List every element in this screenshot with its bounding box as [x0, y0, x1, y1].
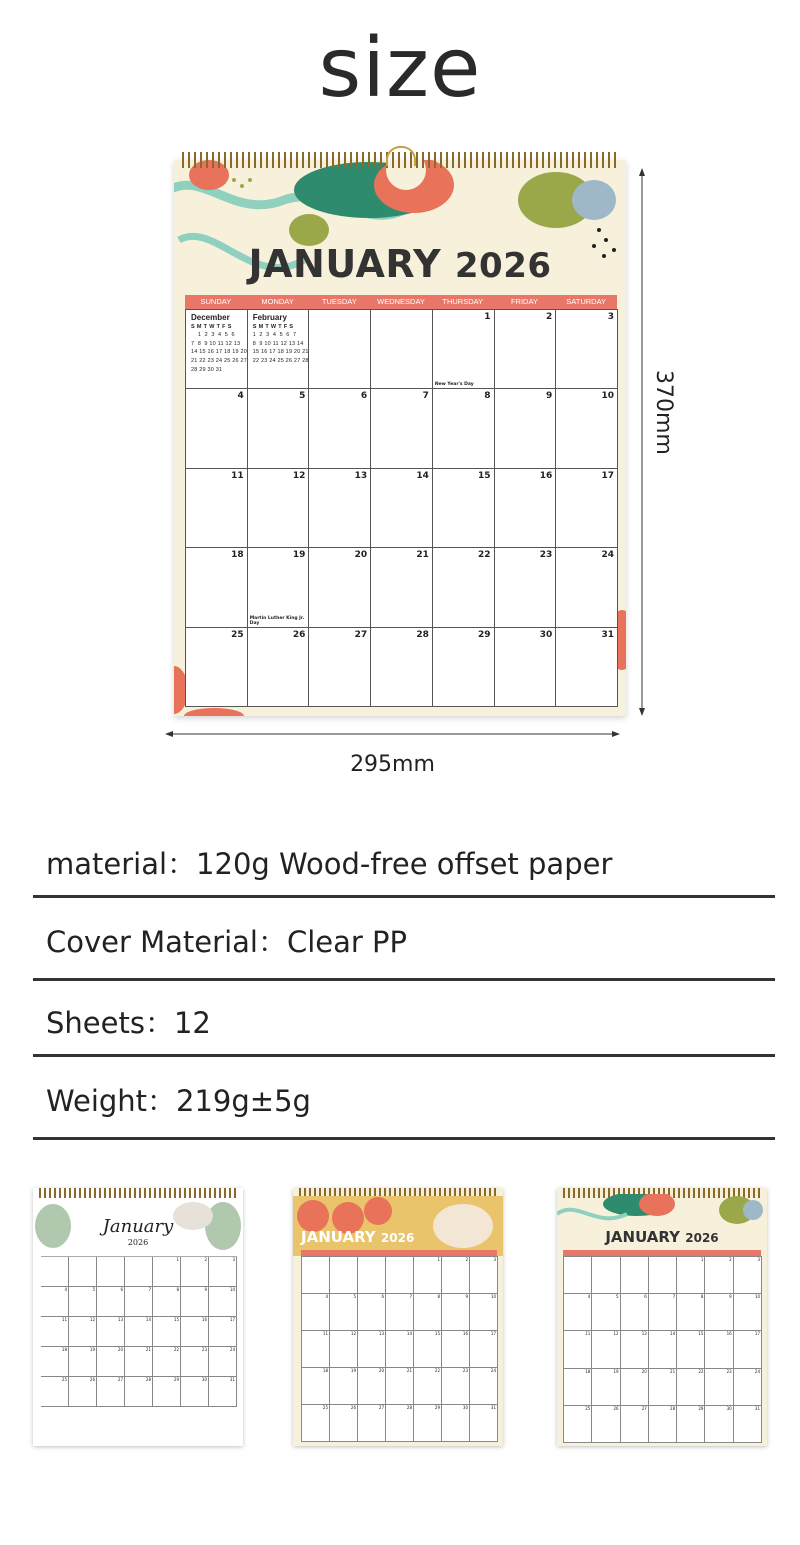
thumb-day-cell: 16 — [442, 1331, 470, 1368]
thumb-day-cell: 22 — [153, 1347, 181, 1377]
day-cell — [309, 389, 371, 468]
thumb-day-cell: 17 — [209, 1317, 237, 1347]
day-number: 26 — [292, 629, 306, 640]
size-heading: size — [318, 21, 482, 116]
thumb-day-cell: 9 — [181, 1287, 209, 1317]
thumb-day-cell: 14 — [386, 1331, 414, 1368]
spec-material: material：120g Wood-free offset paper — [46, 847, 613, 881]
day-cell — [495, 469, 557, 548]
spec-row — [33, 1057, 775, 1140]
thumb-day-cell: 21 — [386, 1368, 414, 1405]
day-cell — [495, 310, 557, 389]
day-cell — [309, 548, 371, 627]
thumb-day-cell: 12 — [592, 1331, 620, 1368]
day-number: 15 — [478, 470, 491, 481]
thumb-day-cell: 8 — [414, 1294, 442, 1331]
thumb-day-cell — [69, 1257, 97, 1287]
day-cell — [556, 310, 618, 389]
weekday-label: MONDAY — [261, 297, 294, 306]
fruit-decoration — [293, 1196, 503, 1256]
weekday-label: FRIDAY — [510, 297, 538, 306]
day-cell — [248, 310, 310, 389]
thumb-grid — [301, 1256, 498, 1442]
weekday-label: SUNDAY — [200, 297, 232, 306]
day-cell — [556, 389, 618, 468]
day-cell — [371, 310, 433, 389]
day-cell — [495, 548, 557, 627]
thumb-day-cell: 21 — [649, 1369, 677, 1406]
day-cell — [248, 469, 310, 548]
thumb-day-cell: 18 — [302, 1368, 330, 1405]
thumb-day-cell: 11 — [564, 1331, 592, 1368]
thumb-day-cell: 13 — [97, 1317, 125, 1347]
height-arrow — [632, 168, 652, 716]
thumb-day-cell: 23 — [705, 1369, 733, 1406]
mini-calendar-title: February — [252, 313, 287, 322]
thumb-day-cell: 1 — [153, 1257, 181, 1287]
thumb-day-cell — [386, 1257, 414, 1294]
day-number: 4 — [237, 391, 244, 402]
thumb-day-cell: 7 — [125, 1287, 153, 1317]
thumb-day-cell: 11 — [41, 1317, 69, 1347]
mini-calendar-row: 1 2 3 4 5 6 — [191, 332, 235, 339]
thumb-day-cell — [125, 1257, 153, 1287]
day-number: 14 — [416, 470, 429, 481]
mini-calendar-weekdays: SMTWTFS — [252, 323, 296, 330]
thumb-day-cell: 7 — [649, 1294, 677, 1331]
day-cell — [556, 628, 618, 707]
day-number: 21 — [416, 550, 429, 561]
thumb-title: JANUARY 2026 — [605, 1228, 719, 1246]
thumb-day-cell: 10 — [470, 1294, 498, 1331]
day-cell — [248, 389, 310, 468]
thumb-day-cell: 2 — [181, 1257, 209, 1287]
mini-calendar-row: 7 8 9 10 11 12 13 — [191, 340, 241, 347]
mini-calendar-row: 1 2 3 4 5 6 7 — [252, 332, 297, 339]
thumb-day-cell: 24 — [734, 1369, 762, 1406]
thumb-day-cell: 22 — [414, 1368, 442, 1405]
width-label: 295mm — [350, 752, 435, 777]
thumb-day-cell: 8 — [153, 1287, 181, 1317]
thumb-day-cell: 30 — [705, 1406, 733, 1443]
day-cell — [556, 469, 618, 548]
day-cell — [433, 469, 495, 548]
thumb-day-cell: 3 — [734, 1257, 762, 1294]
weekday-label: TUESDAY — [321, 297, 357, 306]
thumb-day-cell — [564, 1257, 592, 1294]
thumb-day-cell: 14 — [649, 1331, 677, 1368]
thumb-day-cell: 2 — [442, 1257, 470, 1294]
day-cell — [309, 310, 371, 389]
day-number: 8 — [484, 391, 491, 402]
day-number: 29 — [478, 629, 491, 640]
thumb-day-cell: 26 — [330, 1405, 358, 1442]
thumb-day-cell: 28 — [386, 1405, 414, 1442]
weekday-label: SATURDAY — [566, 297, 607, 306]
day-number: 31 — [601, 629, 614, 640]
day-cell — [371, 548, 433, 627]
day-number: 28 — [416, 629, 429, 640]
hanger-hook — [386, 146, 416, 166]
thumb-title: JANUARY 2026 — [301, 1228, 415, 1246]
weekday-label: WEDNESDAY — [377, 297, 425, 306]
day-cell — [309, 469, 371, 548]
thumb-day-cell: 27 — [97, 1377, 125, 1407]
day-number: 13 — [354, 470, 368, 481]
calendar-title — [174, 242, 626, 286]
thumb-grid — [41, 1256, 237, 1407]
thumb-day-cell: 12 — [330, 1331, 358, 1368]
spec-row — [33, 898, 775, 981]
day-cell — [433, 310, 495, 389]
day-number: 3 — [607, 312, 614, 322]
day-cell — [309, 628, 371, 707]
thumb-day-cell — [302, 1257, 330, 1294]
thumb-day-cell — [330, 1257, 358, 1294]
day-number: 9 — [546, 391, 553, 402]
thumb-day-cell: 19 — [330, 1368, 358, 1405]
thumb-day-cell: 6 — [621, 1294, 649, 1331]
thumb-day-cell: 16 — [705, 1331, 733, 1368]
thumb-day-cell: 24 — [209, 1347, 237, 1377]
year-label: 2026 — [454, 246, 552, 286]
mini-calendar-row: 8 9 10 11 12 13 14 — [252, 340, 304, 347]
thumb-day-cell: 17 — [470, 1331, 498, 1368]
thumb-day-cell: 30 — [181, 1377, 209, 1407]
day-cell — [248, 548, 310, 627]
thumb-day-cell: 18 — [564, 1369, 592, 1406]
calendar-grid — [185, 309, 618, 707]
calendar-page — [174, 160, 626, 716]
thumb-day-cell: 3 — [470, 1257, 498, 1294]
thumb-day-cell: 26 — [592, 1406, 620, 1443]
holiday-label: New Year's Day — [434, 382, 474, 388]
thumb-day-cell: 28 — [649, 1406, 677, 1443]
day-number: 10 — [601, 391, 614, 402]
holiday-label: Martin Luther King Jr. Day — [249, 615, 305, 626]
thumb-day-cell: 31 — [470, 1405, 498, 1442]
day-number: 1 — [484, 312, 491, 322]
thumb-day-cell: 10 — [209, 1287, 237, 1317]
day-number: 16 — [539, 470, 553, 481]
day-cell — [186, 389, 248, 468]
day-cell — [186, 469, 248, 548]
day-number: 12 — [292, 470, 306, 481]
spec-sheets: Sheets：12 — [46, 1006, 211, 1040]
day-cell — [433, 389, 495, 468]
day-cell — [371, 389, 433, 468]
thumb-day-cell: 7 — [386, 1294, 414, 1331]
day-number: 20 — [354, 550, 368, 561]
mini-calendar-row: 28 29 30 31 — [191, 366, 223, 373]
thumb-day-cell — [41, 1257, 69, 1287]
thumb-day-cell: 15 — [153, 1317, 181, 1347]
thumb-day-cell: 25 — [302, 1405, 330, 1442]
day-cell — [186, 628, 248, 707]
day-number: 18 — [231, 550, 244, 561]
mini-calendar-title: December — [191, 313, 230, 322]
day-number: 7 — [422, 391, 429, 402]
thumb-day-cell: 20 — [97, 1347, 125, 1377]
thumb-year: 2026 — [127, 1238, 149, 1247]
thumb-day-cell: 30 — [442, 1405, 470, 1442]
thumb-day-cell: 5 — [330, 1294, 358, 1331]
thumb-day-cell: 22 — [677, 1369, 705, 1406]
thumb-day-cell: 28 — [125, 1377, 153, 1407]
thumb-day-cell: 31 — [734, 1406, 762, 1443]
thumb-day-cell: 9 — [705, 1294, 733, 1331]
thumb-day-cell: 15 — [414, 1331, 442, 1368]
thumb-day-cell — [97, 1257, 125, 1287]
thumb-day-cell: 16 — [181, 1317, 209, 1347]
day-cell — [495, 628, 557, 707]
day-cell — [433, 628, 495, 707]
thumb-grid — [563, 1256, 762, 1443]
day-cell — [371, 628, 433, 707]
day-cell — [186, 310, 248, 389]
mini-calendar-row: 14 15 16 17 18 19 20 — [191, 349, 247, 356]
thumb-day-cell: 12 — [69, 1317, 97, 1347]
thumb-day-cell: 1 — [414, 1257, 442, 1294]
thumb-day-cell — [621, 1257, 649, 1294]
thumb-day-cell: 19 — [69, 1347, 97, 1377]
day-number: 25 — [231, 629, 244, 640]
thumb-day-cell: 19 — [592, 1369, 620, 1406]
thumb-day-cell: 4 — [41, 1287, 69, 1317]
thumb-title: January — [102, 1216, 174, 1237]
thumb-day-cell: 27 — [358, 1405, 386, 1442]
thumb-day-cell: 17 — [734, 1331, 762, 1368]
mini-calendar-february — [253, 314, 309, 366]
thumb-day-cell: 29 — [414, 1405, 442, 1442]
thumb-day-cell: 6 — [97, 1287, 125, 1317]
day-cell — [248, 628, 310, 707]
thumb-day-cell: 23 — [442, 1368, 470, 1405]
thumb-day-cell: 6 — [358, 1294, 386, 1331]
day-number: 22 — [478, 550, 491, 561]
day-cell — [186, 548, 248, 627]
thumb-day-cell: 9 — [442, 1294, 470, 1331]
spec-row — [33, 820, 775, 898]
thumb-day-cell: 14 — [125, 1317, 153, 1347]
thumb-day-cell: 13 — [358, 1331, 386, 1368]
thumb-day-cell: 5 — [592, 1294, 620, 1331]
thumb-day-cell — [649, 1257, 677, 1294]
day-cell — [495, 389, 557, 468]
spec-row — [33, 981, 775, 1057]
thumb-day-cell: 4 — [564, 1294, 592, 1331]
day-number: 5 — [299, 391, 306, 402]
thumb-day-cell: 21 — [125, 1347, 153, 1377]
thumb-day-cell — [592, 1257, 620, 1294]
thumb-day-cell: 29 — [153, 1377, 181, 1407]
day-cell — [371, 469, 433, 548]
day-number: 27 — [354, 629, 368, 640]
thumb-day-cell: 8 — [677, 1294, 705, 1331]
thumb-day-cell: 23 — [181, 1347, 209, 1377]
thumb-day-cell: 20 — [621, 1369, 649, 1406]
thumb-day-cell: 1 — [677, 1257, 705, 1294]
mini-calendar-row: 21 22 23 24 25 26 27 — [191, 357, 247, 364]
day-number: 17 — [601, 470, 614, 481]
thumb-day-cell: 11 — [302, 1331, 330, 1368]
mini-calendar-row: 22 23 24 25 26 27 28 — [252, 357, 309, 364]
weekday-label: THURSDAY — [442, 297, 484, 306]
thumb-day-cell: 3 — [209, 1257, 237, 1287]
thumb-day-cell: 10 — [734, 1294, 762, 1331]
spec-cover: Cover Material：Clear PP — [46, 925, 407, 959]
thumb-day-cell: 20 — [358, 1368, 386, 1405]
mini-calendar-december — [191, 314, 247, 374]
day-number: 19 — [292, 550, 306, 561]
thumb-day-cell: 18 — [41, 1347, 69, 1377]
height-label: 370mm — [651, 370, 676, 455]
day-cell — [556, 548, 618, 627]
thumb-day-cell — [358, 1257, 386, 1294]
month-label: JANUARY — [248, 242, 442, 286]
day-cell — [433, 548, 495, 627]
thumbnail-floral — [33, 1188, 243, 1446]
width-arrow — [165, 726, 620, 742]
day-number: 23 — [539, 550, 553, 561]
day-number: 11 — [231, 470, 244, 481]
mini-calendar-row: 15 16 17 18 19 20 21 — [252, 349, 309, 356]
spec-weight: Weight：219g±5g — [46, 1084, 311, 1118]
day-number: 2 — [546, 312, 553, 322]
thumb-day-cell: 26 — [69, 1377, 97, 1407]
thumb-day-cell: 31 — [209, 1377, 237, 1407]
thumb-day-cell: 2 — [705, 1257, 733, 1294]
thumb-day-cell: 15 — [677, 1331, 705, 1368]
thumb-day-cell: 29 — [677, 1406, 705, 1443]
thumb-day-cell: 25 — [41, 1377, 69, 1407]
thumb-day-cell: 4 — [302, 1294, 330, 1331]
thumb-day-cell: 13 — [621, 1331, 649, 1368]
weekday-header — [185, 295, 617, 309]
thumb-day-cell: 24 — [470, 1368, 498, 1405]
day-number: 6 — [360, 391, 368, 402]
day-number: 30 — [539, 629, 553, 640]
day-number: 24 — [601, 550, 614, 561]
mini-calendar-weekdays: SMTWTFS — [191, 323, 234, 330]
thumb-day-cell: 27 — [621, 1406, 649, 1443]
thumbnail-abstract — [557, 1188, 767, 1446]
thumb-day-cell: 5 — [69, 1287, 97, 1317]
thumbnail-persimmon — [293, 1188, 503, 1446]
thumb-day-cell: 25 — [564, 1406, 592, 1443]
